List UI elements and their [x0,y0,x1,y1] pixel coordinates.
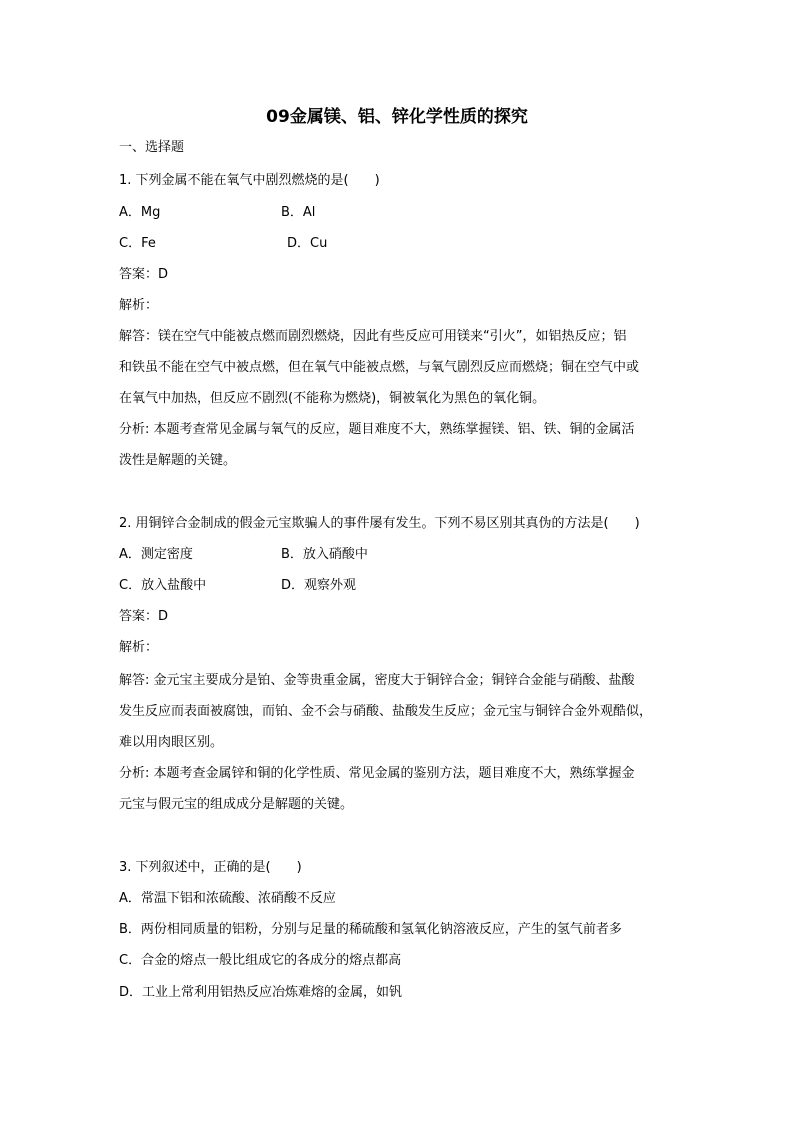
question-2-stem: 2. 用铜锌合金制成的假金元宝欺骗人的事件屡有发生。下列不易区别其真伪的方法是( ) [119,516,640,531]
question-1-solution-line: 在氧气中加热，但反应不剧烈(不能称为燃烧)，铜被氧化为黑色的氧化铜。 [119,391,546,406]
question-1-option-a: A．Mg [119,205,161,220]
question-2-solution-line: 难以用肉眼区别。 [119,735,224,750]
question-2-option-b: B．放入硝酸中 [281,547,368,562]
question-2-review [119,758,679,820]
question-3-option-a: A．常温下铝和浓硫酸、浓硝酸不反应 [119,891,336,906]
question-1-answer: 答案：D [119,267,169,282]
question-2-solution [119,665,679,758]
question-1-option-d: D．Cu [287,236,328,251]
question-2-option-a: A．测定密度 [119,547,193,562]
question-1-review [119,414,679,476]
question-2-answer: 答案：D [119,609,169,624]
document-title: 09金属镁、铝、锌化学性质的探究 [266,107,528,127]
question-2-analysis-label: 解析： [119,640,159,655]
question-3-option-c: C．合金的熔点一般比组成它的各成分的熔点都高 [119,953,402,968]
question-3-stem: 3. 下列叙述中，正确的是( ) [119,860,302,875]
section-heading: 一、选择题 [119,140,185,155]
question-2-solution-line: 发生反应而表面被腐蚀，而铂、金不会与硝酸、盐酸发生反应；金元宝与铜锌合金外观酷似， [119,704,653,719]
question-2-option-d: D．观察外观 [281,578,357,593]
question-1-solution [119,321,679,414]
question-2-option-c: C．放入盐酸中 [119,578,207,593]
question-1-option-c: C．Fe [119,236,156,251]
question-1-review-line: 分析: 本题考查常见金属与氧气的反应，题目难度不大，熟练掌握镁、铝、铁、铜的金属活 [119,422,635,437]
question-1-analysis-label: 解析： [119,298,159,313]
question-2-solution-line: 解答: 金元宝主要成分是铂、金等贵重金属，密度大于铜锌合金；铜锌合金能与硝酸、盐酸 [119,673,635,688]
question-1-option-b: B．Al [281,205,316,220]
question-2-review-line: 分析: 本题考查金属锌和铜的化学性质、常见金属的鉴别方法，题目难度不大，熟练掌握金 [119,766,635,781]
question-2-review-line: 元宝与假元宝的组成成分是解题的关键。 [119,797,354,812]
question-3-option-d: D．工业上常利用铝热反应冶炼难熔的金属，如钒 [119,985,403,1000]
question-1-solution-line: 和铁虽不能在空气中被点燃，但在氧气中能被点燃，与氧气剧烈反应而燃烧；铜在空气中或 [119,360,640,375]
question-3-option-b: B．两份相同质量的铝粉，分别与足量的稀硫酸和氢氧化钠溶液反应，产生的氢气前者多 [119,922,622,937]
question-1-review-line: 泼性是解题的关键。 [119,453,237,468]
question-1-solution-line: 解答：镁在空气中能被点燃而剧烈燃烧，因此有些反应可用镁来“引火”，如铝热反应；铝 [119,329,627,344]
question-1-stem: 1. 下列金属不能在氧气中剧烈燃烧的是( ) [119,173,380,188]
